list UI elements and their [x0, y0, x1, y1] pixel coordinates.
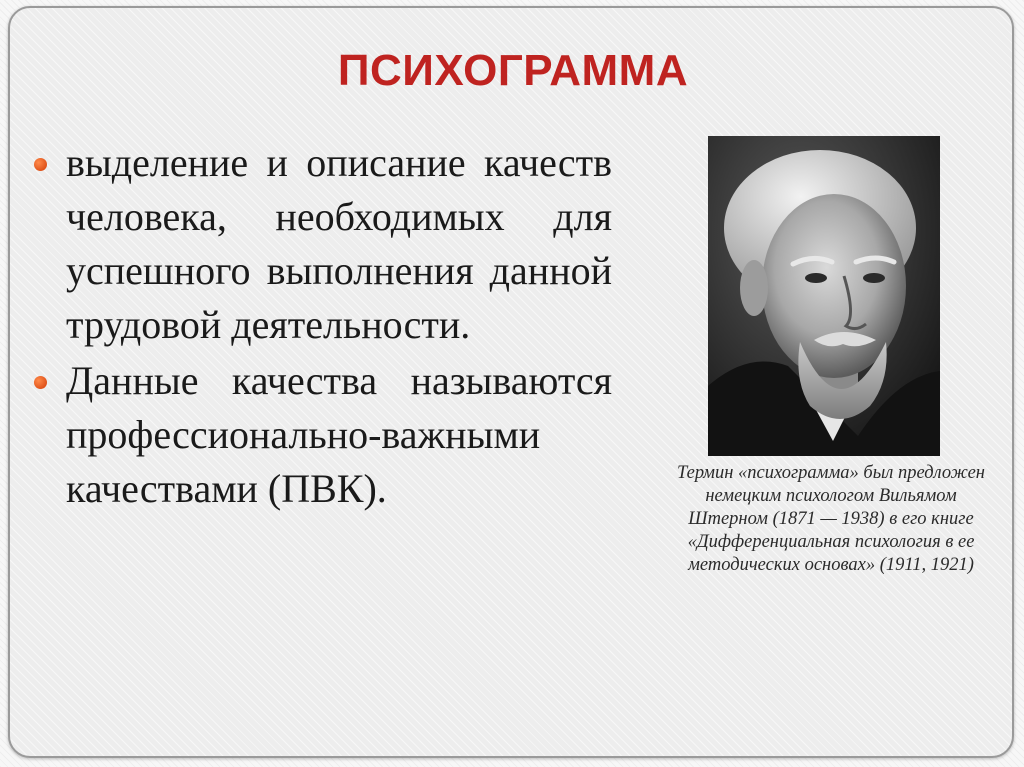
bullet-item-definition: [32, 136, 612, 352]
portrait-caption: Термин «психограмма» был предложен немецким психологом Вильямом Штерном (1871 — 1938) в его книге «Дифференциальная психология в ее методических основах» (1911, 1921): [676, 463, 985, 575]
portrait-photo: [708, 136, 940, 456]
bullet-dot-icon: [34, 158, 47, 171]
portrait-illustration: [708, 136, 940, 456]
slide: [8, 6, 1014, 758]
slide-title: ПСИХОГРАММА: [337, 46, 689, 95]
bullet-text: Данные качества называются профессионально-важными качествами (ПВК).: [66, 358, 612, 511]
bullet-list: [32, 136, 612, 518]
bullet-text: выделение и описание качеств человека, необходимых для успешного выполнения данной трудовой деятельности.: [66, 140, 612, 347]
bullet-dot-icon: [34, 376, 47, 389]
bullet-item-pvk: [32, 354, 612, 516]
